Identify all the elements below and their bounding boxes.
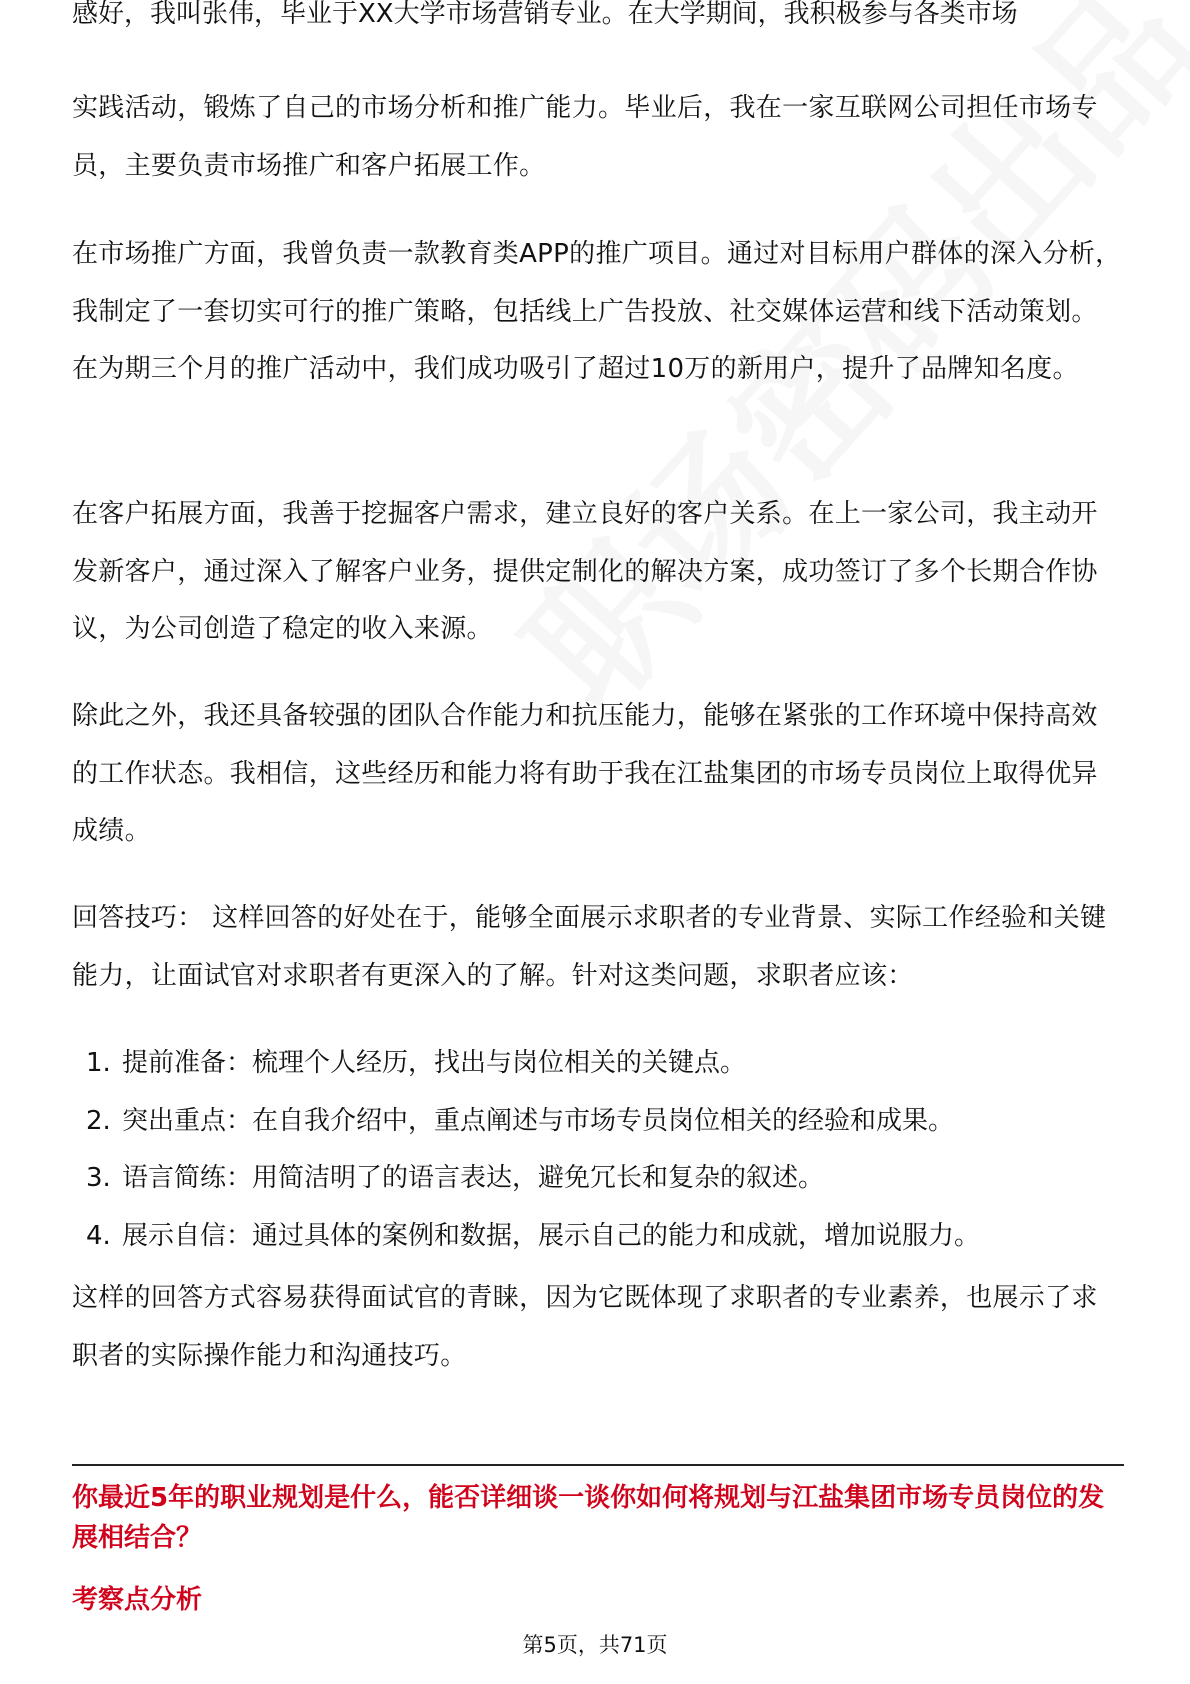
paragraph-marketing: 在市场推广方面，我曾负责一款教育类APP的推广项目。通过对目标用户群体的深入分析，我制定了一套切实可行的推广策略，包括线上广告投放、社交媒体运营和线下活动策划。在为期三个月的推广活动中，我们成功吸引了超过10万的新用户，提升了品牌知名度。 [72,239,1122,384]
list-item [86,1150,1122,1208]
paragraph-answer-tips: 回答技巧： 这样回答的好处在于，能够全面展示求职者的专业背景、实际工作经验和关键能力，让面试官对求职者有更深入的了解。针对这类问题，求职者应该： [72,903,1107,991]
paragraph-closing: 这样的回答方式容易获得面试官的青睐，因为它既体现了求职者的专业素养，也展示了求职者的实际操作能力和沟通技巧。 [72,1283,1098,1371]
next-question-heading: 你最近5年的职业规划是什么，能否详细谈一谈你如何将规划与江盐集团市场专员岗位的发展相结合？ [72,1483,1105,1553]
list-item [86,1208,1122,1266]
tips-list [86,1035,1122,1265]
section-divider [72,1464,1124,1466]
list-item-text: 突出重点：在自我介绍中，重点阐述与市场专员岗位相关的经验和成果。 [122,1105,955,1136]
paragraph-teamwork: 除此之外，我还具备较强的团队合作能力和抗压能力，能够在紧张的工作环境中保持高效的工作状态。我相信，这些经历和能力将有助于我在江盐集团的市场专员岗位上取得优异成绩。 [72,701,1098,846]
list-item [86,1035,1122,1093]
list-number: 2. [86,1105,111,1136]
list-item [86,1093,1122,1151]
list-item-text: 语言简练：用简洁明了的语言表达，避免冗长和复杂的叙述。 [122,1163,825,1193]
list-number: 4. [86,1220,111,1251]
list-item-text: 提前准备：梳理个人经历，找出与岗位相关的关键点。 [122,1048,747,1078]
list-number: 1. [86,1048,111,1078]
page-number: 第5页，共71页 [522,1633,668,1657]
analysis-heading: 考察点分析 [72,1585,203,1615]
paragraph-clients: 在客户拓展方面，我善于挖掘客户需求，建立良好的客户关系。在上一家公司，我主动开发新客户，通过深入了解客户业务，提供定制化的解决方案，成功签订了多个长期合作协议，为公司创造了稳定的收入来源。 [72,499,1098,644]
list-item-text: 展示自信：通过具体的案例和数据，展示自己的能力和成就，增加说服力。 [122,1220,981,1251]
clipped-top-line: 感好，我叫张伟，毕业于XX大学市场营销专业。在大学期间，我积极参与各类市场 [72,0,1018,29]
paragraph-experience: 实践活动，锻炼了自己的市场分析和推广能力。毕业后，我在一家互联网公司担任市场专员，主要负责市场推广和客户拓展工作。 [72,93,1098,181]
list-number: 3. [86,1163,111,1193]
